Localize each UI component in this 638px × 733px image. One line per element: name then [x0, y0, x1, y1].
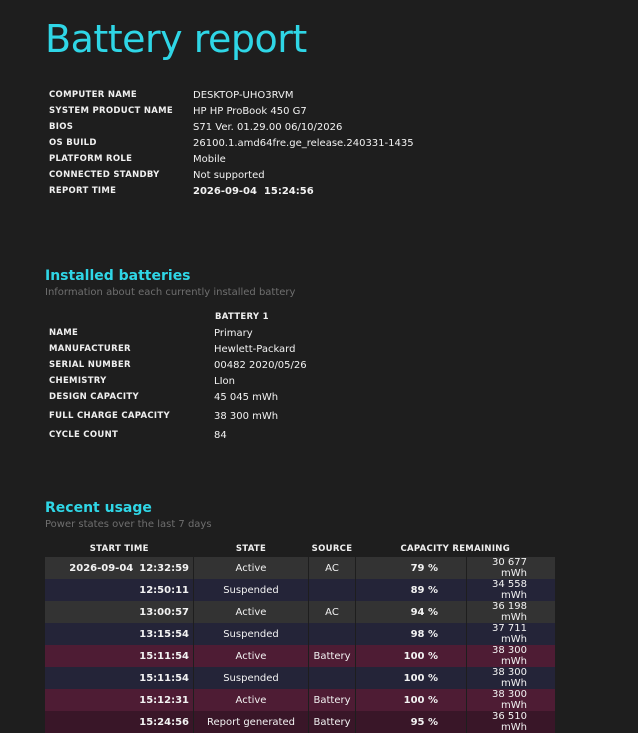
system-row-bios [49, 119, 414, 135]
start-time: 15:24:56 [139, 716, 189, 728]
table-row [45, 711, 555, 733]
source-cell [309, 623, 356, 645]
start-date: 2026-09-04 [69, 562, 134, 574]
battery-key: SERIAL NUMBER [49, 360, 131, 370]
battery-info-table [49, 325, 307, 443]
system-key: SYSTEM PRODUCT NAME [49, 106, 174, 116]
source-cell: AC [309, 557, 356, 579]
system-row-product-name [49, 103, 414, 119]
battery-row-design-capacity [49, 389, 307, 405]
start-time-cell [45, 667, 194, 689]
capacity-percent-cell: 100 % [356, 689, 467, 711]
recent-usage-heading: Recent usage [45, 500, 152, 516]
table-row [45, 645, 555, 667]
battery-row-chemistry [49, 373, 307, 389]
installed-batteries-heading: Installed batteries [45, 268, 191, 284]
system-row-os-build [49, 135, 414, 151]
system-value: S71 Ver. 01.29.00 06/10/2026 [193, 121, 343, 133]
state-cell: Active [194, 557, 309, 579]
system-row-report-time [49, 183, 414, 199]
system-key: PLATFORM ROLE [49, 154, 133, 164]
system-value: HP HP ProBook 450 G7 [193, 105, 307, 117]
system-info-table [49, 87, 414, 199]
start-time: 12:32:59 [139, 562, 189, 574]
capacity-percent-cell: 100 % [356, 645, 467, 667]
system-key: COMPUTER NAME [49, 90, 138, 100]
state-cell: Active [194, 645, 309, 667]
state-cell: Report generated [194, 711, 309, 733]
system-key: BIOS [49, 122, 74, 132]
start-time-cell [45, 579, 194, 601]
battery-key: CYCLE COUNT [49, 430, 119, 440]
capacity-mwh-cell: 30 677 mWh [467, 557, 556, 579]
table-row [45, 579, 555, 601]
battery-value: LIon [214, 375, 235, 387]
recent-usage-table [45, 541, 555, 733]
page-title: Battery report [45, 17, 307, 61]
battery-value: Hewlett-Packard [214, 343, 296, 355]
capacity-mwh-cell: 34 558 mWh [467, 579, 556, 601]
start-time: 15:11:54 [139, 672, 189, 684]
source-header: SOURCE [311, 544, 353, 554]
state-header: STATE [235, 544, 267, 554]
usage-header-row [45, 541, 555, 557]
capacity-percent-cell: 89 % [356, 579, 467, 601]
start-time-header: START TIME [89, 544, 149, 554]
capacity-mwh-cell: 38 300 mWh [467, 667, 556, 689]
battery-value: 38 300 mWh [214, 410, 279, 422]
start-time-cell [45, 623, 194, 645]
table-row [45, 689, 555, 711]
capacity-mwh-cell: 38 300 mWh [467, 689, 556, 711]
system-value: 2026-09-04 15:24:56 [193, 185, 314, 197]
system-row-connected-standby [49, 167, 414, 183]
battery-value: Primary [214, 327, 253, 339]
battery-key: MANUFACTURER [49, 344, 131, 354]
capacity-mwh-cell: 38 300 mWh [467, 645, 556, 667]
capacity-remaining-header: CAPACITY REMAINING [400, 544, 510, 554]
system-key: OS BUILD [49, 138, 97, 148]
system-value: Mobile [193, 153, 226, 165]
system-row-platform-role [49, 151, 414, 167]
table-row [45, 557, 555, 579]
capacity-mwh-cell: 36 510 mWh [467, 711, 556, 733]
source-cell [309, 579, 356, 601]
state-cell: Suspended [194, 579, 309, 601]
system-value: 26100.1.amd64fre.ge_release.240331-1435 [193, 137, 414, 149]
state-cell: Active [194, 689, 309, 711]
battery-row-full-charge-capacity [49, 405, 307, 427]
table-row [45, 601, 555, 623]
start-time-cell [45, 711, 194, 733]
source-cell [309, 667, 356, 689]
capacity-percent-cell: 94 % [356, 601, 467, 623]
battery-value: 84 [214, 429, 227, 441]
start-time-cell [45, 601, 194, 623]
battery-value: 00482 2020/05/26 [214, 359, 307, 371]
source-cell: Battery [309, 645, 356, 667]
state-cell: Suspended [194, 623, 309, 645]
source-cell: Battery [309, 711, 356, 733]
start-time-cell [45, 689, 194, 711]
battery-key: FULL CHARGE CAPACITY [49, 411, 170, 421]
system-value: Not supported [193, 169, 265, 181]
system-key: CONNECTED STANDBY [49, 170, 160, 180]
capacity-percent-cell: 100 % [356, 667, 467, 689]
start-time-cell [45, 645, 194, 667]
start-time-cell [45, 557, 194, 579]
start-time: 15:11:54 [139, 650, 189, 662]
start-time: 15:12:31 [139, 694, 189, 706]
source-cell: AC [309, 601, 356, 623]
battery-row-name [49, 325, 307, 341]
start-time: 12:50:11 [139, 584, 189, 596]
capacity-percent-cell: 98 % [356, 623, 467, 645]
start-time: 13:00:57 [139, 606, 189, 618]
table-row [45, 667, 555, 689]
battery-column-header: BATTERY 1 [215, 312, 269, 322]
battery-row-manufacturer [49, 341, 307, 357]
start-time: 13:15:54 [139, 628, 189, 640]
battery-row-serial-number [49, 357, 307, 373]
capacity-percent-cell: 95 % [356, 711, 467, 733]
battery-key: DESIGN CAPACITY [49, 392, 139, 402]
installed-batteries-subtitle: Information about each currently installed battery [45, 287, 296, 298]
battery-row-cycle-count [49, 427, 307, 443]
system-key: REPORT TIME [49, 186, 117, 196]
source-cell: Battery [309, 689, 356, 711]
system-value: DESKTOP-UHO3RVM [193, 89, 294, 101]
capacity-mwh-cell: 36 198 mWh [467, 601, 556, 623]
table-row [45, 623, 555, 645]
recent-usage-subtitle: Power states over the last 7 days [45, 519, 212, 530]
state-cell: Active [194, 601, 309, 623]
capacity-mwh-cell: 37 711 mWh [467, 623, 556, 645]
state-cell: Suspended [194, 667, 309, 689]
battery-key: CHEMISTRY [49, 376, 107, 386]
system-row-computer-name [49, 87, 414, 103]
capacity-percent-cell: 79 % [356, 557, 467, 579]
battery-value: 45 045 mWh [214, 391, 279, 403]
battery-key: NAME [49, 328, 79, 338]
